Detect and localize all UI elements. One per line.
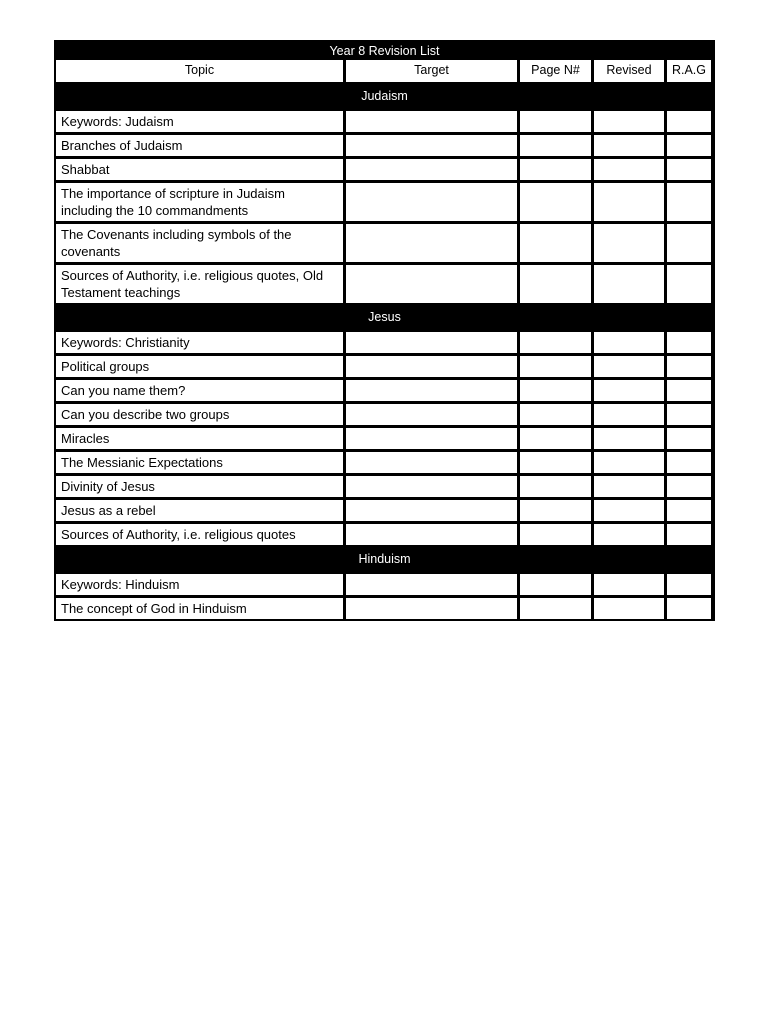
revised-cell[interactable] [594, 159, 664, 180]
topic-cell: The Covenants including symbols of the covenants [56, 224, 343, 262]
topic-cell: Sources of Authority, i.e. religious quotes, Old Testament teachings [56, 265, 343, 303]
target-cell[interactable] [346, 135, 517, 156]
page-number-cell[interactable] [520, 356, 591, 377]
page-number-cell[interactable] [520, 428, 591, 449]
rag-cell[interactable] [667, 574, 711, 595]
table-row [56, 265, 713, 303]
section-header: Hinduism [56, 548, 713, 571]
page-number-cell[interactable] [520, 159, 591, 180]
revised-cell[interactable] [594, 500, 664, 521]
topic-cell: Sources of Authority, i.e. religious quotes [56, 524, 343, 545]
topic-cell: Shabbat [56, 159, 343, 180]
table-title: Year 8 Revision List [56, 42, 713, 59]
table-row [56, 574, 713, 595]
revised-cell[interactable] [594, 224, 664, 262]
topic-cell: Can you name them? [56, 380, 343, 401]
column-header-revised: Revised [594, 60, 664, 82]
rag-cell[interactable] [667, 404, 711, 425]
page-number-cell[interactable] [520, 524, 591, 545]
revised-cell[interactable] [594, 380, 664, 401]
page-number-cell[interactable] [520, 500, 591, 521]
rag-cell[interactable] [667, 452, 711, 473]
topic-cell: Keywords: Judaism [56, 111, 343, 132]
target-cell[interactable] [346, 476, 517, 497]
table-row [56, 135, 713, 156]
table-row [56, 500, 713, 521]
table-row [56, 159, 713, 180]
target-cell[interactable] [346, 574, 517, 595]
target-cell[interactable] [346, 111, 517, 132]
rag-cell[interactable] [667, 111, 711, 132]
topic-cell: Jesus as a rebel [56, 500, 343, 521]
target-cell[interactable] [346, 159, 517, 180]
rag-cell[interactable] [667, 500, 711, 521]
rag-cell[interactable] [667, 524, 711, 545]
target-cell[interactable] [346, 598, 517, 619]
table-row [56, 476, 713, 497]
revised-cell[interactable] [594, 452, 664, 473]
target-cell[interactable] [346, 183, 517, 221]
page-number-cell[interactable] [520, 380, 591, 401]
target-cell[interactable] [346, 404, 517, 425]
column-header-rag: R.A.G [667, 60, 711, 82]
page-number-cell[interactable] [520, 135, 591, 156]
revised-cell[interactable] [594, 476, 664, 497]
target-cell[interactable] [346, 224, 517, 262]
section-header: Judaism [56, 85, 713, 108]
page-number-cell[interactable] [520, 224, 591, 262]
page-number-cell[interactable] [520, 265, 591, 303]
section-header: Jesus [56, 306, 713, 329]
rag-cell[interactable] [667, 332, 711, 353]
revised-cell[interactable] [594, 524, 664, 545]
target-cell[interactable] [346, 428, 517, 449]
revised-cell[interactable] [594, 428, 664, 449]
table-row [56, 224, 713, 262]
table-row [56, 524, 713, 545]
table-row [56, 356, 713, 377]
page-number-cell[interactable] [520, 332, 591, 353]
target-cell[interactable] [346, 380, 517, 401]
revised-cell[interactable] [594, 574, 664, 595]
topic-cell: Branches of Judaism [56, 135, 343, 156]
table-row [56, 404, 713, 425]
rag-cell[interactable] [667, 356, 711, 377]
column-header-page: Page N# [520, 60, 591, 82]
topic-cell: The Messianic Expectations [56, 452, 343, 473]
topic-cell: Keywords: Christianity [56, 332, 343, 353]
revised-cell[interactable] [594, 265, 664, 303]
column-header-row [56, 60, 713, 82]
table-row [56, 380, 713, 401]
page-number-cell[interactable] [520, 183, 591, 221]
table-row [56, 332, 713, 353]
rag-cell[interactable] [667, 428, 711, 449]
revised-cell[interactable] [594, 356, 664, 377]
table-row [56, 598, 713, 619]
target-cell[interactable] [346, 332, 517, 353]
revised-cell[interactable] [594, 111, 664, 132]
sections-container [56, 85, 713, 619]
topic-cell: The concept of God in Hinduism [56, 598, 343, 619]
revised-cell[interactable] [594, 598, 664, 619]
topic-cell: The importance of scripture in Judaism including the 10 commandments [56, 183, 343, 221]
revised-cell[interactable] [594, 332, 664, 353]
table-row [56, 428, 713, 449]
topic-cell: Can you describe two groups [56, 404, 343, 425]
rag-cell[interactable] [667, 183, 711, 221]
target-cell[interactable] [346, 452, 517, 473]
revision-table [54, 40, 715, 621]
target-cell[interactable] [346, 500, 517, 521]
table-row [56, 183, 713, 221]
page-number-cell[interactable] [520, 598, 591, 619]
rag-cell[interactable] [667, 135, 711, 156]
page-number-cell[interactable] [520, 574, 591, 595]
revised-cell[interactable] [594, 135, 664, 156]
revised-cell[interactable] [594, 183, 664, 221]
table-row [56, 452, 713, 473]
rag-cell[interactable] [667, 598, 711, 619]
page-number-cell[interactable] [520, 476, 591, 497]
column-header-target: Target [346, 60, 517, 82]
page-number-cell[interactable] [520, 452, 591, 473]
topic-cell: Political groups [56, 356, 343, 377]
rag-cell[interactable] [667, 380, 711, 401]
topic-cell: Divinity of Jesus [56, 476, 343, 497]
rag-cell[interactable] [667, 265, 711, 303]
topic-cell: Miracles [56, 428, 343, 449]
page-number-cell[interactable] [520, 111, 591, 132]
target-cell[interactable] [346, 265, 517, 303]
target-cell[interactable] [346, 524, 517, 545]
topic-cell: Keywords: Hinduism [56, 574, 343, 595]
rag-cell[interactable] [667, 476, 711, 497]
page-number-cell[interactable] [520, 404, 591, 425]
table-row [56, 111, 713, 132]
revised-cell[interactable] [594, 404, 664, 425]
rag-cell[interactable] [667, 159, 711, 180]
column-header-topic: Topic [56, 60, 343, 82]
target-cell[interactable] [346, 356, 517, 377]
rag-cell[interactable] [667, 224, 711, 262]
